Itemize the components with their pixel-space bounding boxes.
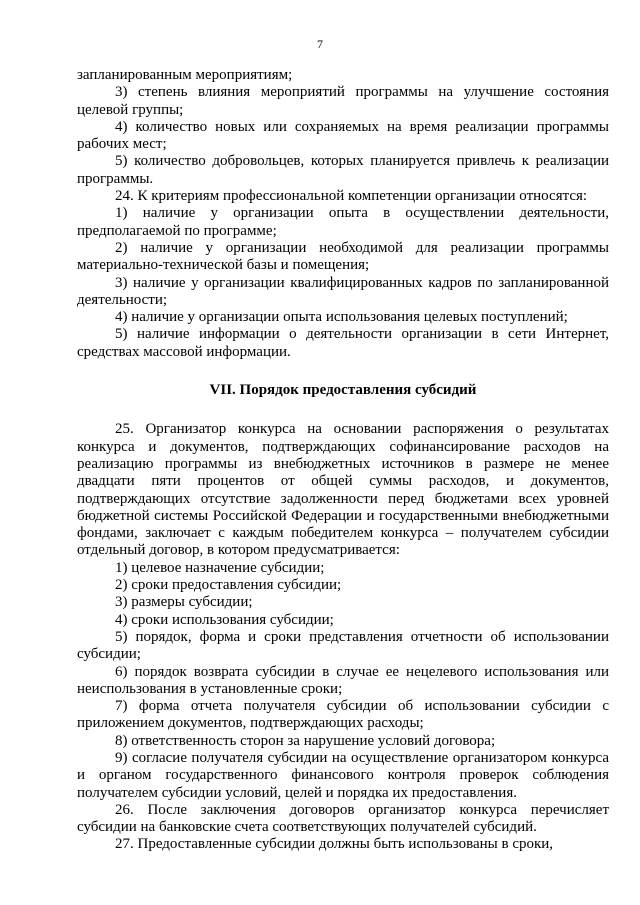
paragraph: 9) согласие получателя субсидии на осуществление организатором конкурса и органом государственного финансового контроля проверок соблюдения получателем субсидии условий, целей и порядка их предоставления. xyxy=(77,749,609,801)
paragraph: 4) сроки использования субсидии; xyxy=(115,611,334,628)
paragraph: 3) степень влияния мероприятий программы на улучшение состояния целевой группы; xyxy=(77,84,609,118)
paragraph: 5) порядок, форма и сроки представления отчетности об использовании субсидии; xyxy=(77,628,609,663)
section-heading: VII. Порядок предоставления субсидий xyxy=(209,382,477,399)
paragraph: 27. Предоставленные субсидии должны быть использованы в сроки, xyxy=(115,836,554,853)
paragraph: 2) сроки предоставления субсидии; xyxy=(115,577,342,594)
paragraph: 8) ответственность сторон за нарушение условий договора; xyxy=(115,732,496,749)
subsidy-procedure-section xyxy=(77,421,609,853)
paragraph: 3) наличие у организации квалифицированных кадров по запланированной деятельности; xyxy=(77,274,609,308)
criteria-section xyxy=(77,67,609,361)
paragraph: 4) количество новых или сохраняемых на время реализации программы рабочих мест; xyxy=(77,118,609,153)
paragraph: 26. После заключения договоров организатор конкурса перечисляет субсидии на банковские счета соответствующих получателей субсидий. xyxy=(77,801,609,836)
paragraph: 6) порядок возврата субсидии в случае ее нецелевого использования или неиспользования в установленные сроки; xyxy=(77,663,609,697)
paragraph: 3) размеры субсидии; xyxy=(115,594,253,611)
paragraph: 5) количество добровольцев, которых планируется привлечь к реализации программы. xyxy=(77,153,609,187)
paragraph: 7) форма отчета получателя субсидии об использовании субсидии с приложением документов, подтверждающих расходы; xyxy=(77,698,609,732)
paragraph: запланированным мероприятиям; xyxy=(77,67,293,83)
paragraph: 2) наличие у организации необходимой для реализации программы материально-технической базы и помещения; xyxy=(77,239,609,274)
paragraph: 24. К критериям профессиональной компетенции организации относятся: xyxy=(115,188,588,205)
paragraph: 25. Организатор конкурса на основании распоряжения о результатах конкурса и документов, подтверждающих софинансирование расходов на реализацию программы из внебюджетных источников в размере не менее двадцати пяти процентов от общей суммы расходов, и документов, подтверждающих отсутствие задолженности перед бюджетами всех уровней бюджетной системы Российской Федерации и государственными внебюджетными фондами, заключает с каждым победителем конкурса – получателем субсидии отдельный договор, в котором предусматривается: xyxy=(77,421,609,559)
page-number: 7 xyxy=(317,37,323,51)
paragraph: 1) наличие у организации опыта в осуществлении деятельности, предполагаемой по программе; xyxy=(77,205,609,239)
paragraph: 4) наличие у организации опыта использования целевых поступлений; xyxy=(115,309,568,326)
document-body xyxy=(77,67,609,854)
paragraph: 1) целевое назначение субсидии; xyxy=(115,559,325,576)
paragraph: 5) наличие информации о деятельности организации в сети Интернет, средствах массовой информации. xyxy=(77,326,609,360)
